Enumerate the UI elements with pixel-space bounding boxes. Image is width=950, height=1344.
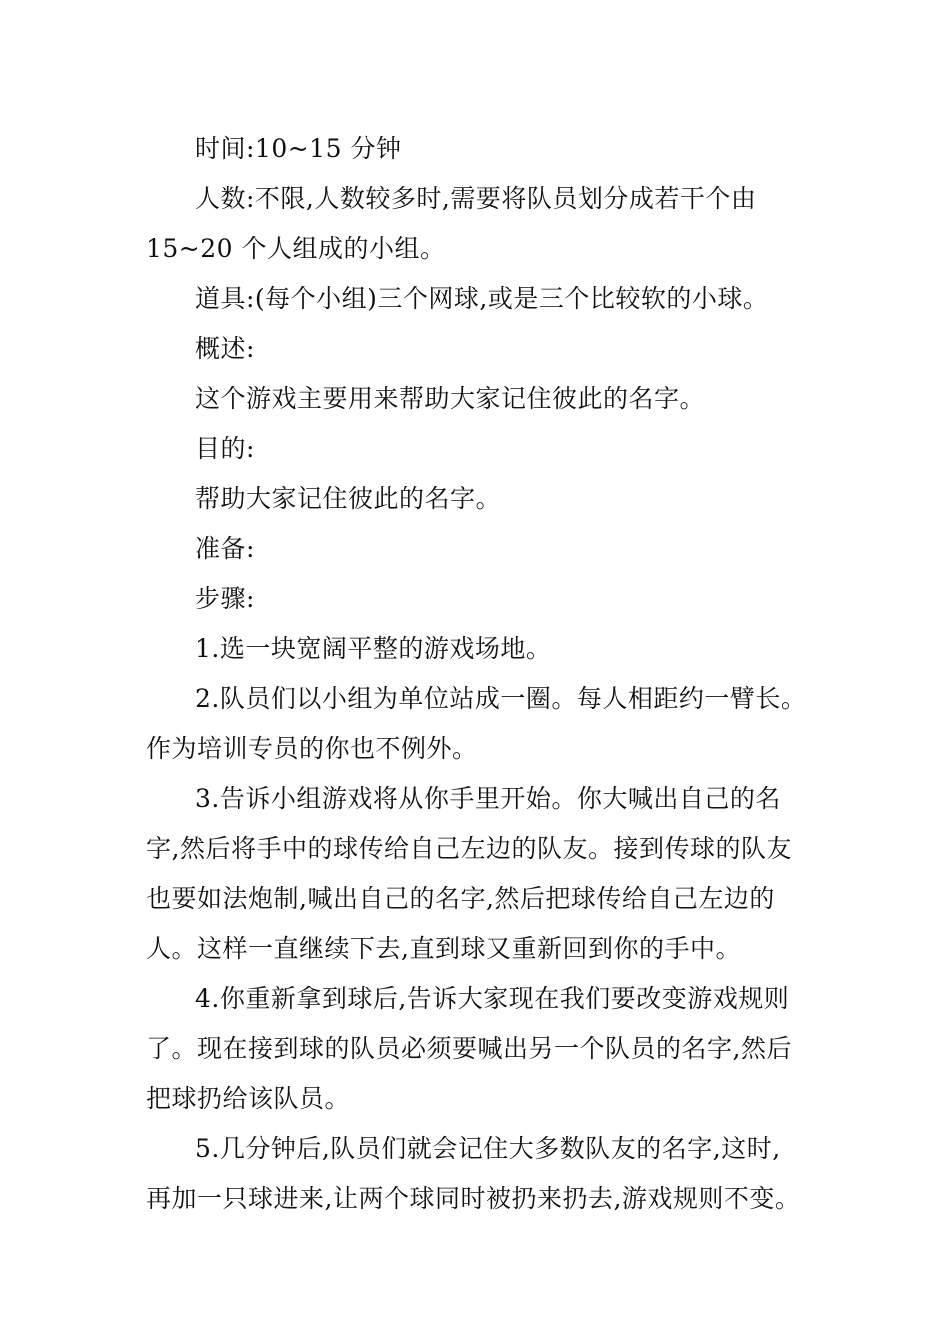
step-3-cont-3: 人。这样一直继续下去,直到球又重新回到你的手中。 xyxy=(146,934,741,963)
step-2: 2.队员们以小组为单位站成一圈。每人相距约一臂长。 xyxy=(195,684,807,713)
step-4: 4.你重新拿到球后,告诉大家现在我们要改变游戏规则 xyxy=(195,984,790,1013)
step-2-cont: 作为培训专员的你也不例外。 xyxy=(146,734,478,763)
purpose-heading: 目的: xyxy=(195,434,255,463)
overview-text: 这个游戏主要用来帮助大家记住彼此的名字。 xyxy=(195,384,706,413)
purpose-text: 帮助大家记住彼此的名字。 xyxy=(195,484,502,513)
step-3-cont-1: 字,然后将手中的球传给自己左边的队友。接到传球的队友 xyxy=(146,834,792,863)
step-3: 3.告诉小组游戏将从你手里开始。你大喊出自己的名 xyxy=(195,784,781,813)
step-5-cont: 再加一只球进来,让两个球同时被扔来扔去,游戏规则不变。 xyxy=(146,1184,801,1213)
step-4-cont-1: 了。现在接到球的队员必须要喊出另一个队员的名字,然后 xyxy=(146,1034,792,1063)
step-3-cont-2: 也要如法炮制,喊出自己的名字,然后把球传给自己左边的 xyxy=(146,884,775,913)
preparation-heading: 准备: xyxy=(195,534,255,563)
time-line: 时间:10~15 分钟 xyxy=(195,134,402,163)
participants-line-cont: 15~20 个人组成的小组。 xyxy=(146,234,446,263)
steps-heading: 步骤: xyxy=(195,584,255,613)
step-5: 5.几分钟后,队员们就会记住大多数队友的名字,这时, xyxy=(195,1134,781,1163)
participants-line: 人数:不限,人数较多时,需要将队员划分成若干个由 xyxy=(195,184,757,213)
step-4-cont-2: 把球扔给该队员。 xyxy=(146,1084,351,1113)
step-1: 1.选一块宽阔平整的游戏场地。 xyxy=(195,634,552,663)
overview-heading: 概述: xyxy=(195,334,255,363)
props-line: 道具:(每个小组)三个网球,或是三个比较软的小球。 xyxy=(195,284,769,313)
